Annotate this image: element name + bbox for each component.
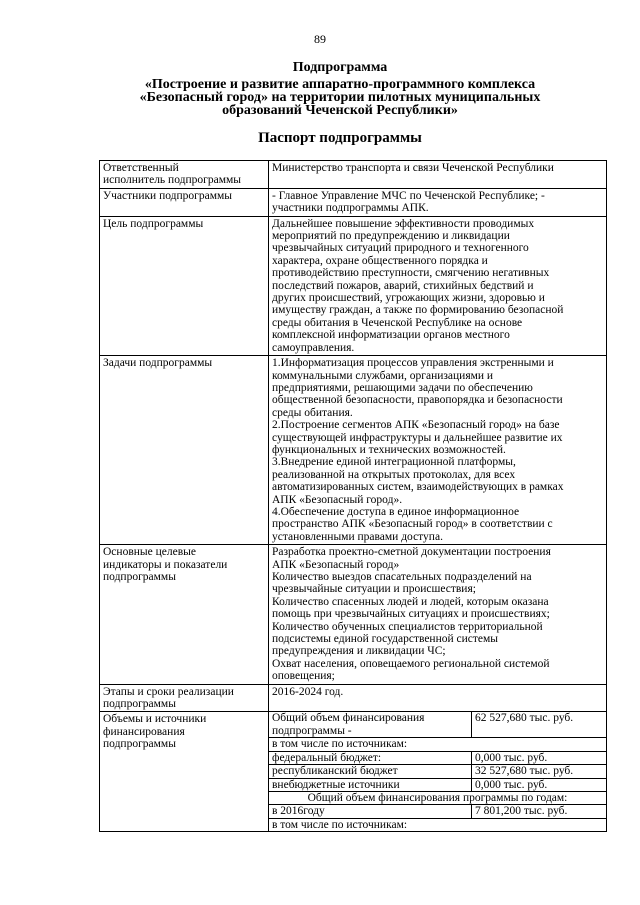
row-label (100, 684, 269, 712)
finance-row (269, 751, 606, 764)
finance-label: федеральный бюджет: (269, 751, 472, 764)
finance-row (269, 712, 606, 737)
value-line: реализованной на открытых протоколах, для всех (272, 468, 516, 481)
value-line: оповещения; (272, 670, 335, 683)
value-line: чрезвычайные ситуации и происшествия; (272, 583, 476, 596)
value-line: 1.Информатизация процессов управления экстренными и (272, 357, 554, 370)
value-line: 2016-2024 год. (272, 685, 344, 698)
label-line: Участники подпрограммы (103, 189, 233, 202)
value-line: 4.Обеспечение доступа в единое информационное (272, 505, 520, 518)
value-line: участники подпрограммы АПК. (272, 202, 429, 215)
row-label (100, 216, 269, 355)
finance-row (269, 791, 606, 804)
label-line: индикаторы и показатели (103, 558, 228, 571)
table-row (100, 712, 607, 832)
value-line: других происшествий, угрожающих жизни, здоровью и (272, 292, 545, 305)
row-value (269, 216, 607, 355)
row-label (100, 712, 269, 832)
passport-heading: Паспорт подпрограммы (258, 130, 422, 146)
value-line: чрезвычайных ситуаций природного и техногенного (272, 242, 529, 255)
finance-value: 0,000 тыс. руб. (472, 751, 607, 764)
finance-value: 0,000 тыс. руб. (472, 778, 607, 791)
row-value (269, 545, 607, 684)
value-line: среды обитания в Чеченской Республике на основе (272, 316, 523, 329)
finance-label: в 2016году (269, 805, 472, 818)
value-line: противодействию преступности, смягчению негативных (272, 267, 550, 280)
finance-row (269, 818, 606, 831)
subprogram-title (60, 78, 620, 117)
value-line: комплексной информатизации органов местного (272, 329, 510, 342)
value-line: помощь при чрезвычайных ситуациях и происшествиях; (272, 608, 550, 621)
row-label (100, 161, 269, 189)
finance-value: 32 527,680 тыс. руб. (472, 765, 607, 778)
finance-label: в том числе по источникам: (269, 738, 606, 751)
finance-label: республиканский бюджет (269, 765, 472, 778)
value-line: общественной безопасности, правопорядка и безопасности (272, 394, 563, 407)
value-line: 2.Построение сегментов АПК «Безопасный город» на базе (272, 419, 560, 432)
label-line: исполнитель подпрограммы (103, 174, 241, 187)
finance-value: 62 527,680 тыс. руб. (472, 712, 607, 737)
title-line: образований Чеченской Республики» (222, 103, 458, 118)
value-line: Охват населения, оповещаемого региональной системой (272, 657, 550, 670)
table-row (100, 545, 607, 684)
value-line: Разработка проектно-сметной документации построения (272, 546, 551, 559)
label-line: Цель подпрограммы (103, 217, 204, 230)
row-label (100, 188, 269, 216)
value-line: последствий пожаров, аварий, стихийных бедствий и (272, 279, 534, 292)
value-line: 3.Внедрение единой интеграционной платформы, (272, 456, 516, 469)
value-line: Министерство транспорта и связи Чеченской Республики (272, 162, 554, 174)
label-line: финансирования (103, 725, 185, 738)
value-line: - Главное Управление МЧС по Чеченской Республике; - (272, 189, 545, 202)
finance-row (269, 765, 606, 778)
table-row (100, 684, 607, 712)
finance-table (269, 712, 606, 831)
value-line: имуществу граждан, а также по формированию безопасной (272, 304, 564, 317)
value-line: пространство АПК «Безопасный город» в соответствии с (272, 518, 553, 531)
label-line: Объемы и источники (103, 713, 207, 726)
value-line: автоматизированных систем, взаимодействующих в рамках (272, 481, 564, 494)
row-value (269, 161, 607, 189)
label-line: Ответственный (103, 162, 179, 174)
finance-label: внебюджетные источники (269, 778, 472, 791)
row-label (100, 545, 269, 684)
value-line: характера, охране общественного порядка и (272, 254, 488, 267)
passport-table (99, 160, 607, 832)
label-line: Этапы и сроки реализации (103, 685, 234, 698)
value-line: предупреждения и ликвидации ЧС; (272, 645, 446, 658)
row-value (269, 188, 607, 216)
value-line: мероприятий по предупреждению и ликвидации (272, 230, 510, 243)
value-line: Количество выездов спасательных подразделений на (272, 571, 532, 583)
finance-row (269, 805, 606, 818)
label-line: подпрограммы (103, 571, 176, 583)
row-value (269, 356, 607, 545)
finance-value: 7 801,200 тыс. руб. (472, 805, 607, 818)
value-line: АПК «Безопасный город». (272, 493, 403, 506)
table-row (100, 161, 607, 189)
finance-cell (269, 712, 607, 832)
finance-label (269, 712, 472, 737)
subprogram-heading: Подпрограмма (292, 60, 388, 75)
finance-label: Общий объем финансирования программы по годам: (269, 791, 606, 804)
label-line: Основные целевые (103, 546, 196, 559)
value-line: предприятиями, решающими задачи по обеспечению (272, 381, 533, 394)
value-line: существующей инфраструктуры и дальнейшее развитие их (272, 431, 563, 444)
value-line: функциональных и технических возможностей. (272, 443, 506, 456)
value-line: коммунальными службами, организациями и (272, 369, 494, 382)
row-value (269, 684, 607, 712)
table-row (100, 188, 607, 216)
finance-row (269, 778, 606, 791)
value-line: самоуправления. (272, 341, 355, 354)
label-line: Задачи подпрограммы (103, 357, 213, 370)
label-line: подпрограммы (103, 738, 176, 751)
label-line: подпрограммы (103, 698, 176, 711)
value-line: подсистемы единой государственной системы (272, 633, 499, 646)
title-line: «Безопасный город» на территории пилотных муниципальных (139, 90, 541, 105)
finance-label-line: Общий объем финансирования (272, 712, 425, 725)
value-line: установленными правами доступа. (272, 530, 443, 543)
value-line: АПК «Безопасный город» (272, 558, 400, 571)
table-row (100, 216, 607, 355)
value-line: среды обитания. (272, 406, 353, 419)
value-line: Дальнейшее повышение эффективности проводимых (272, 217, 535, 230)
row-label (100, 356, 269, 545)
value-line: Количество обученных специалистов территориальной (272, 620, 543, 633)
finance-label: в том числе по источникам: (269, 818, 606, 831)
page-number: 89 (314, 32, 326, 46)
value-line: Количество спасенных людей и людей, которым оказана (272, 595, 549, 608)
table-row (100, 356, 607, 545)
title-line: «Построение и развитие аппаратно-программного комплекса (144, 77, 536, 92)
finance-row (269, 738, 606, 751)
finance-label-line: подпрограммы - (272, 724, 352, 737)
